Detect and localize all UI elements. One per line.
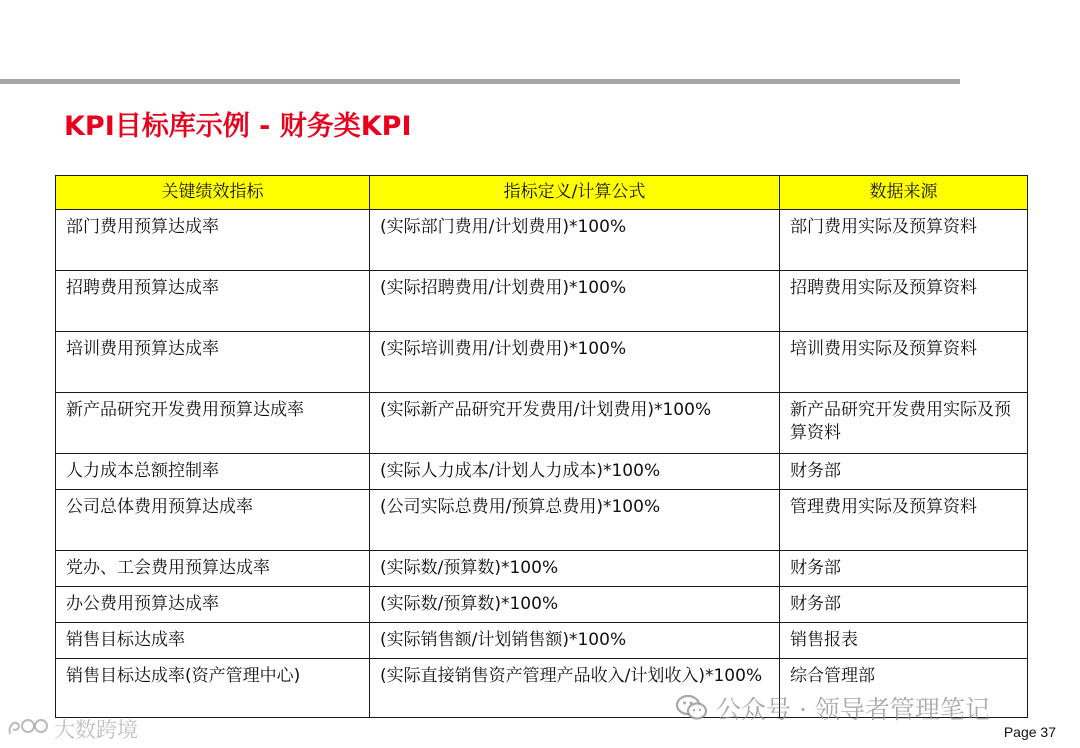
source-cell: 部门费用实际及预算资料 xyxy=(780,210,1028,271)
header-source: 数据来源 xyxy=(780,176,1028,210)
brand-watermark-text: 大数跨境 xyxy=(54,718,138,742)
kpi-cell: 部门费用预算达成率 xyxy=(56,210,370,271)
formula-cell: (实际数/预算数)*100% xyxy=(370,587,780,623)
brand-logo-icon xyxy=(6,716,50,743)
source-cell: 财务部 xyxy=(780,587,1028,623)
page-number: Page 37 xyxy=(1003,724,1056,740)
formula-cell: (实际直接销售资产管理产品收入/计划收入)*100% xyxy=(370,659,780,718)
kpi-cell: 销售目标达成率 xyxy=(56,623,370,659)
formula-cell: (实际招聘费用/计划费用)*100% xyxy=(370,271,780,332)
source-cell: 管理费用实际及预算资料 xyxy=(780,490,1028,551)
table-row xyxy=(56,623,1028,659)
top-divider xyxy=(0,79,960,84)
kpi-cell: 人力成本总额控制率 xyxy=(56,454,370,490)
kpi-cell: 办公费用预算达成率 xyxy=(56,587,370,623)
table-row xyxy=(56,332,1028,393)
source-cell: 新产品研究开发费用实际及预算资料 xyxy=(780,393,1028,454)
kpi-cell: 党办、工会费用预算达成率 xyxy=(56,551,370,587)
source-cell: 财务部 xyxy=(780,551,1028,587)
brand-watermark xyxy=(6,714,138,744)
formula-cell: (实际人力成本/计划人力成本)*100% xyxy=(370,454,780,490)
formula-cell: (实际新产品研究开发费用/计划费用)*100% xyxy=(370,393,780,454)
formula-cell: (实际数/预算数)*100% xyxy=(370,551,780,587)
table-row xyxy=(56,551,1028,587)
table-row xyxy=(56,271,1028,332)
kpi-cell: 公司总体费用预算达成率 xyxy=(56,490,370,551)
wechat-icon xyxy=(676,694,708,722)
source-cell: 综合管理部 xyxy=(780,659,1028,718)
kpi-table xyxy=(55,175,1028,718)
table-row xyxy=(56,210,1028,271)
source-cell: 培训费用实际及预算资料 xyxy=(780,332,1028,393)
kpi-cell: 培训费用预算达成率 xyxy=(56,332,370,393)
table-row xyxy=(56,454,1028,490)
source-cell: 财务部 xyxy=(780,454,1028,490)
wechat-watermark xyxy=(676,690,990,726)
table-row xyxy=(56,490,1028,551)
kpi-cell: 招聘费用预算达成率 xyxy=(56,271,370,332)
kpi-cell: 销售目标达成率(资产管理中心) xyxy=(56,659,370,718)
source-cell: 销售报表 xyxy=(780,623,1028,659)
formula-cell: (实际销售额/计划销售额)*100% xyxy=(370,623,780,659)
header-kpi: 关键绩效指标 xyxy=(56,176,370,210)
header-formula: 指标定义/计算公式 xyxy=(370,176,780,210)
slide-title: KPI目标库示例 - 财务类KPI xyxy=(64,111,412,142)
table-row xyxy=(56,393,1028,454)
wechat-watermark-text: 公众号 · 领导者管理笔记 xyxy=(716,695,990,724)
table-header-row xyxy=(56,176,1028,210)
formula-cell: (实际培训费用/计划费用)*100% xyxy=(370,332,780,393)
kpi-cell: 新产品研究开发费用预算达成率 xyxy=(56,393,370,454)
formula-cell: (实际部门费用/计划费用)*100% xyxy=(370,210,780,271)
formula-cell: (公司实际总费用/预算总费用)*100% xyxy=(370,490,780,551)
table-row xyxy=(56,587,1028,623)
source-cell: 招聘费用实际及预算资料 xyxy=(780,271,1028,332)
